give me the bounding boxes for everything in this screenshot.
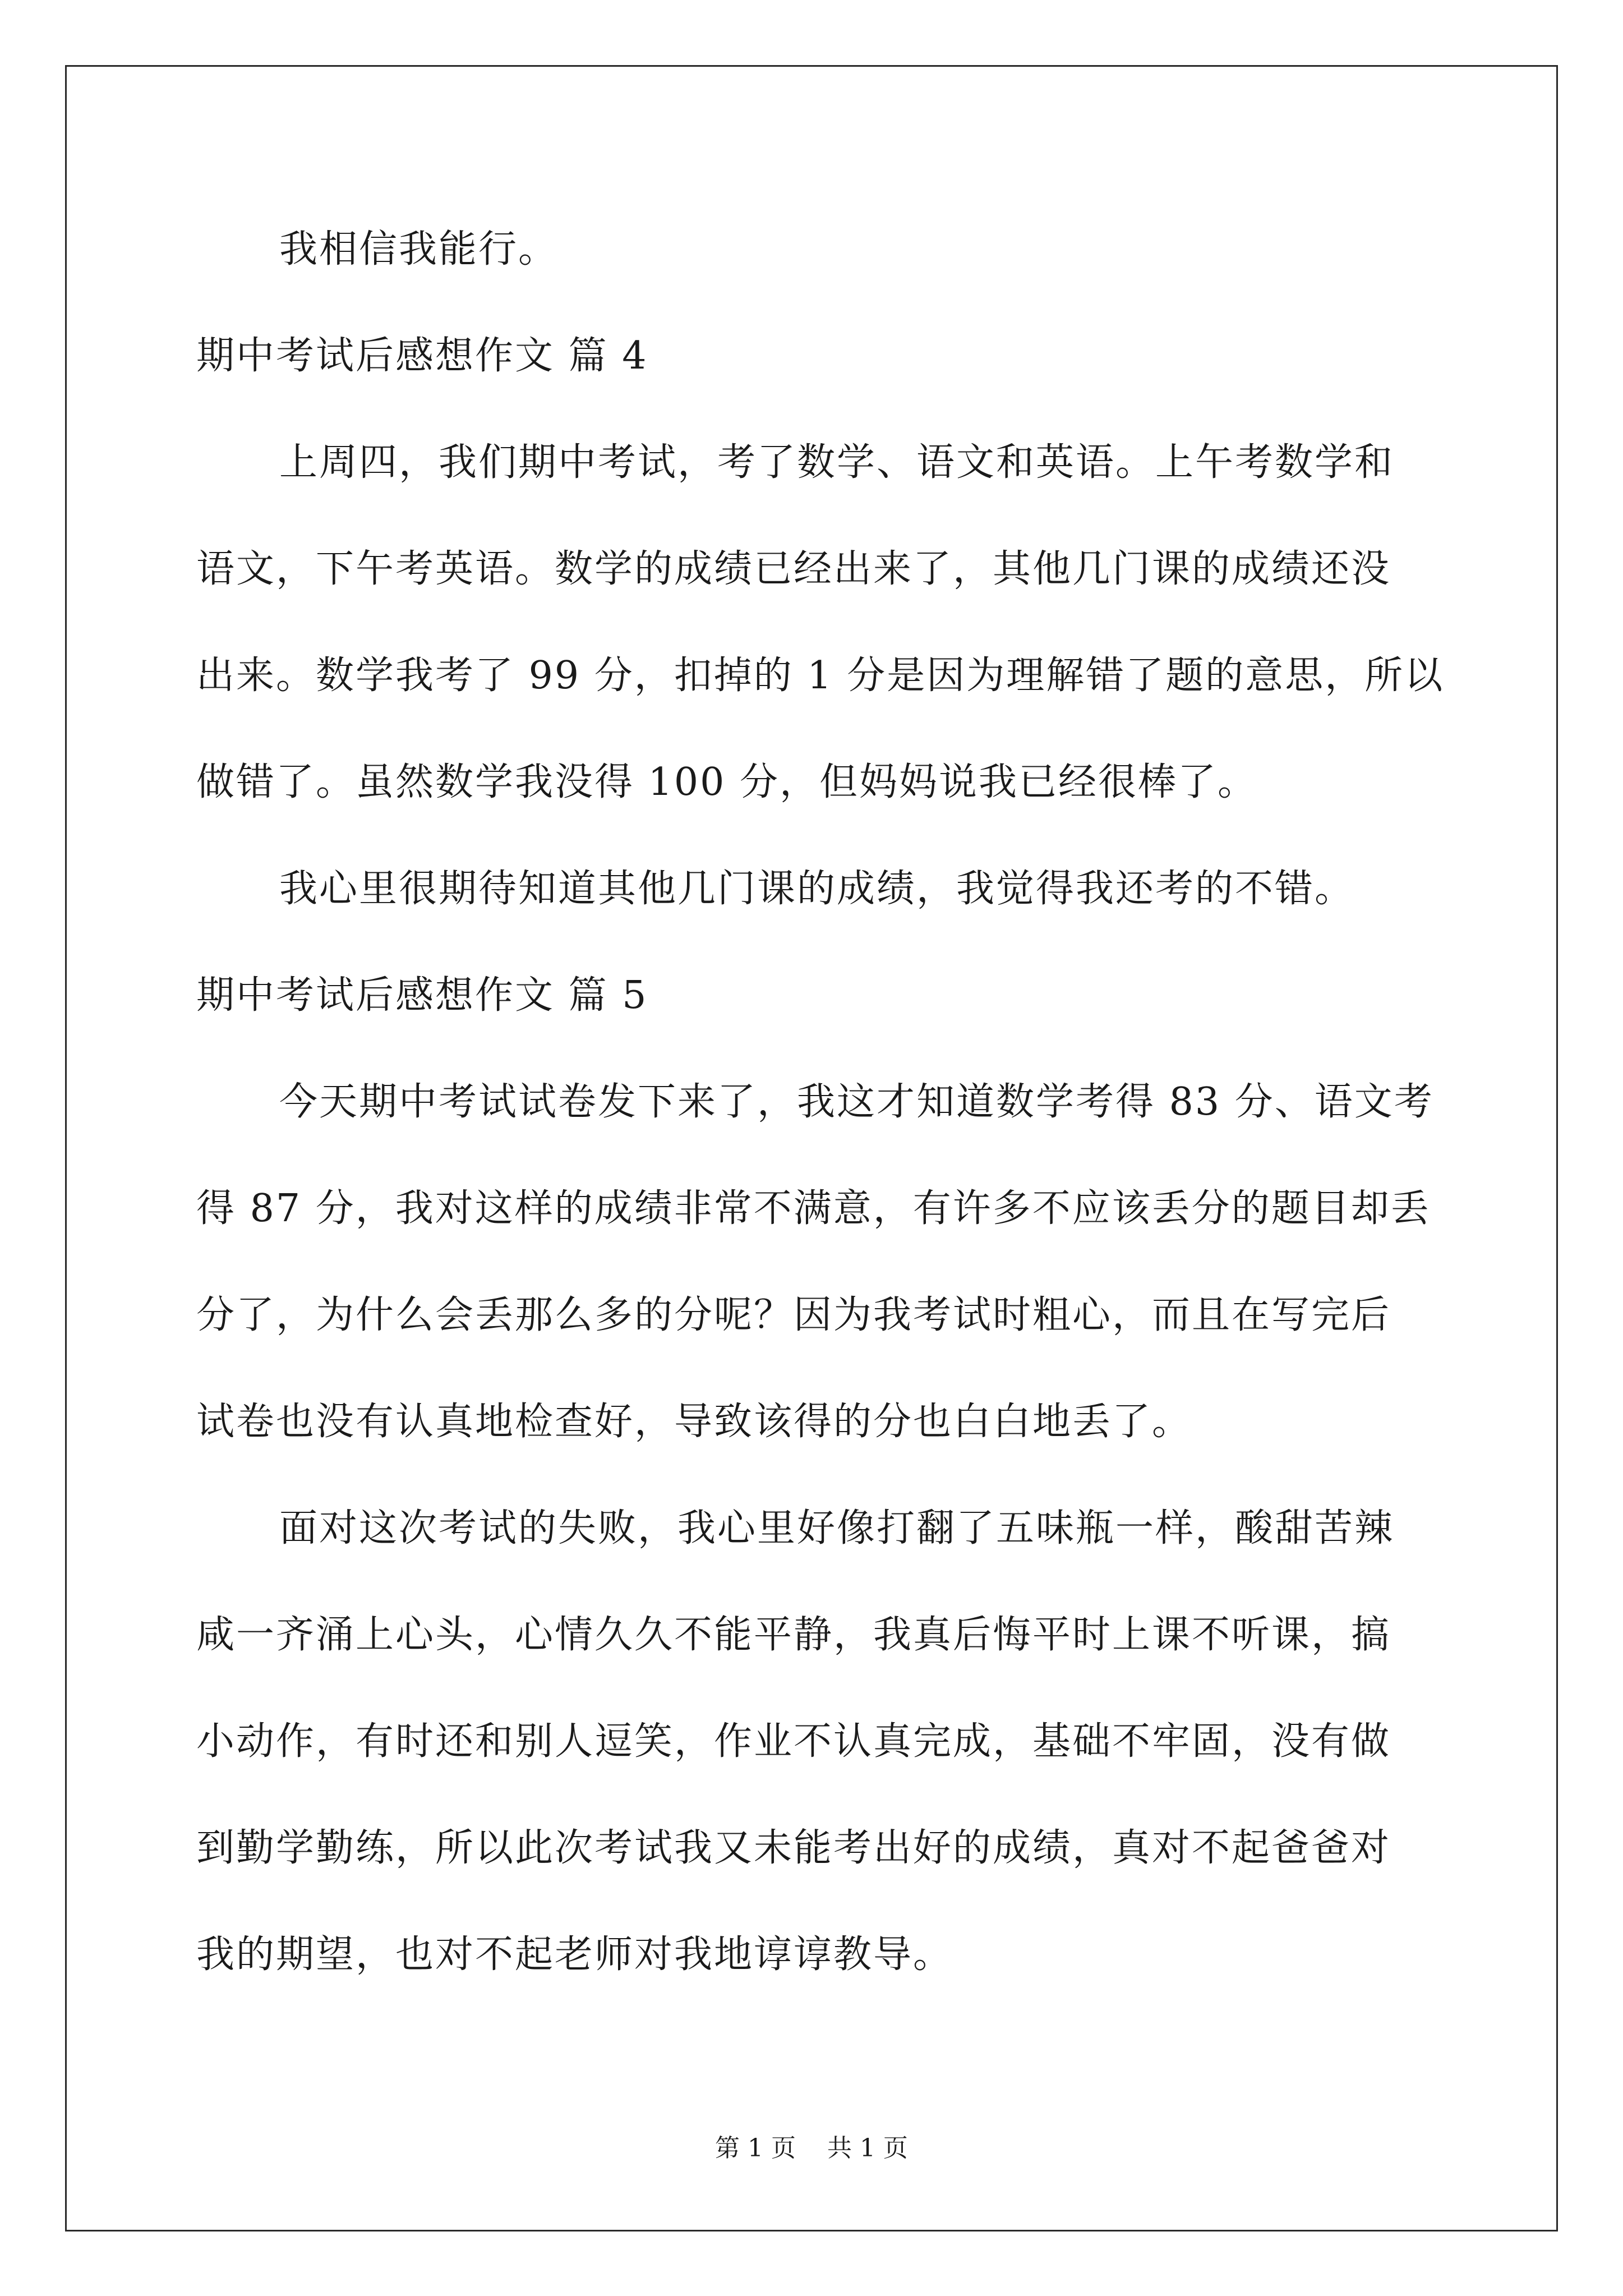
paragraph-line: 我的期望，也对不起老师对我地谆谆教导。 <box>196 1932 953 1977</box>
paragraph-line: 分了，为什么会丢那么多的分呢？因为我考试时粗心，而且在写完后 <box>196 1293 1391 1337</box>
paragraph-line: 咸一齐涌上心头，心情久久不能平静，我真后悔平时上课不听课，搞 <box>196 1613 1391 1657</box>
paragraph-line: 我相信我能行。 <box>279 227 559 272</box>
paragraph-line: 试卷也没有认真地检查好，导致该得的分也白白地丢了。 <box>196 1400 1192 1444</box>
paragraph-line: 上周四，我们期中考试，考了数学、语文和英语。上午考数学和 <box>279 440 1395 485</box>
section-heading: 期中考试后感想作文 篇 4 <box>196 334 648 378</box>
paragraph-line: 得 87 分，我对这样的成绩非常不满意，有许多不应该丢分的题目却丢 <box>196 1186 1431 1231</box>
paragraph-line: 语文，下午考英语。数学的成绩已经出来了，其他几门课的成绩还没 <box>196 547 1391 591</box>
document-body <box>196 196 1445 2008</box>
paragraph-line: 到勤学勤练，所以此次考试我又未能考出好的成绩，真对不起爸爸对 <box>196 1826 1391 1870</box>
paragraph-line: 出来。数学我考了 99 分，扣掉的 1 分是因为理解错了题的意思，所以 <box>196 654 1445 698</box>
paragraph-line: 面对这次考试的失败，我心里好像打翻了五味瓶一样，酸甜苦辣 <box>279 1506 1395 1550</box>
paragraph-line: 小动作，有时还和别人逗笑，作业不认真完成，基础不牢固，没有做 <box>196 1719 1391 1764</box>
paragraph-line: 做错了。虽然数学我没得 100 分，但妈妈说我已经很棒了。 <box>196 760 1258 804</box>
page-number-footer: 第 1 页 共 1 页 <box>715 2134 908 2162</box>
paragraph-line: 今天期中考试试卷发下来了，我这才知道数学考得 83 分、语文考 <box>279 1080 1434 1124</box>
section-heading: 期中考试后感想作文 篇 5 <box>196 973 648 1018</box>
paragraph-line: 我心里很期待知道其他几门课的成绩，我觉得我还考的不错。 <box>279 867 1355 911</box>
